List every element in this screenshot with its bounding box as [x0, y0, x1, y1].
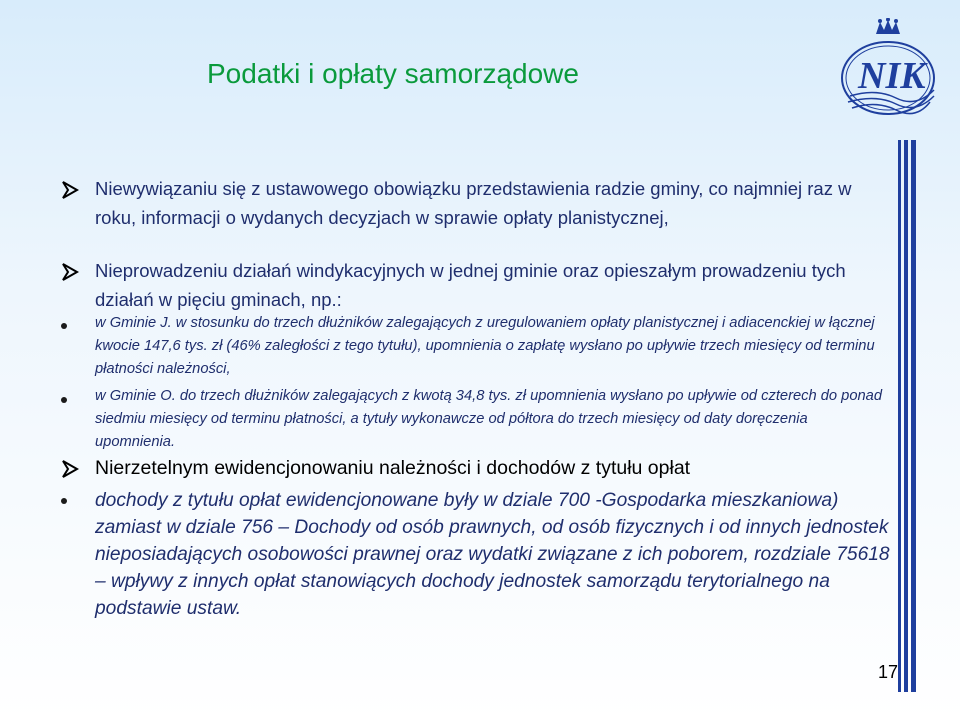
page-number: 17: [878, 662, 899, 682]
slide-title: Podatki i opłaty samorządowe: [207, 58, 579, 89]
list-item-sub: w Gminie J. w stosunku do trzech dłużników zalegających z uregulowaniem opłaty planistycznej i adiacenckiej w łącznej kwocie 147,6 tys. zł (46% zaległości z tego tytułu), upomnienia o zapłatę wysłano po upływie trzech miesięcy od terminu płatności należności,: [95, 315, 875, 377]
list-item-sub: w Gminie O. do trzech dłużników zalegających z kwotą 34,8 tys. zł upomnienia wysłano po upływie od czterech do ponad siedmiu miesięcy od terminu płatności, a tytuły wykonawcze od półtora do trzech miesięcy od daty doręczenia upomnienia.: [95, 388, 883, 450]
bullet-dot-icon: [61, 498, 67, 504]
decorative-bars: [898, 140, 916, 692]
arrow-bullet-icon: [60, 459, 80, 479]
nik-logo: [836, 18, 941, 118]
list-item-detail: dochody z tytułu opłat ewidencjonowane były w dziale 700 -Gospodarka mieszkaniowa) zamiast w dziale 756 – Dochody od osób prawnych, od osób fizycznych i od innych jednostek nieposiadających osobowości prawnej oraz wydatki związane z ich poborem, rozdziale 75618 – wpływy z innych opłat stanowiących dochody jednostek samorządu terytorialnego na podstawie ustaw.: [95, 490, 890, 619]
arrow-bullet-icon: [60, 262, 80, 282]
list-item-heading: Nierzetelnym ewidencjonowaniu należności i dochodów z tytułu opłat: [95, 457, 691, 479]
logo-lettering: NIK: [858, 55, 926, 97]
arrow-bullet-icon: [60, 180, 80, 200]
bullet-dot-icon: [61, 397, 67, 403]
list-item-arrow: Nieprowadzeniu działań windykacyjnych w jednej gminie oraz opieszałym prowadzeniu tych działań w pięciu gminach, np.:: [95, 260, 846, 310]
list-item-arrow: Niewywiązaniu się z ustawowego obowiązku przedstawienia radzie gminy, co najmniej raz w roku, informacji o wydanych decyzjach w sprawie opłaty planistycznej,: [95, 178, 852, 228]
crown-icon: [876, 18, 900, 34]
bullet-dot-icon: [61, 323, 67, 329]
